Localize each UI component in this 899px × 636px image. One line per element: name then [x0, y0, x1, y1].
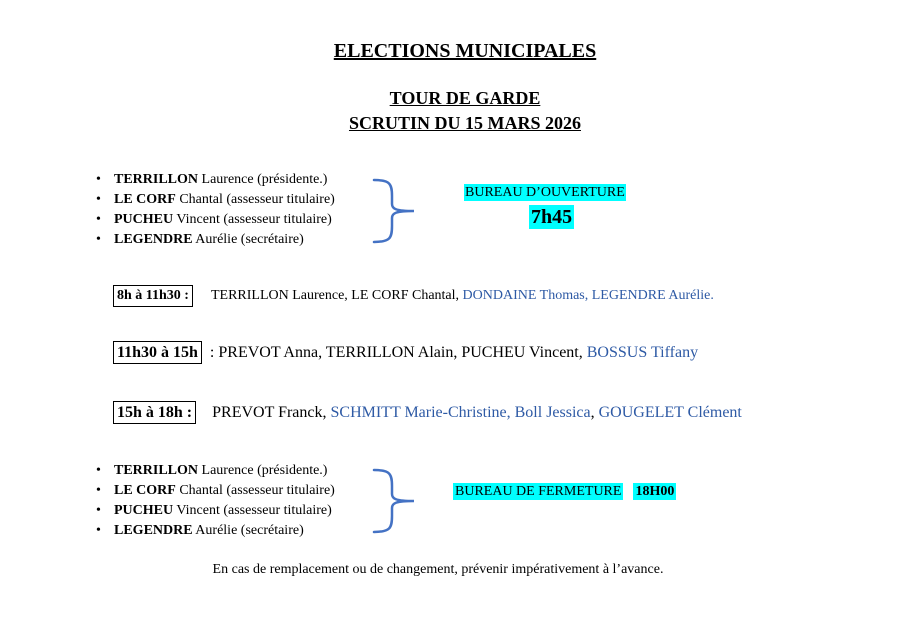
- opening-bureau-label: BUREAU D’OUVERTURE: [465, 185, 625, 200]
- shift-names-regular: PREVOT Franck,: [212, 404, 327, 421]
- shift-names-added: DONDAINE Thomas, LEGENDRE Aurélie.: [459, 288, 714, 303]
- list-item: [96, 501, 335, 521]
- shift-names-added: SCHMITT Marie-Christine, Boll Jessica: [326, 404, 591, 421]
- member-surname: LE CORF: [114, 192, 176, 207]
- member-surname: PUCHEU: [114, 212, 174, 227]
- bullet-icon: •: [96, 503, 101, 518]
- list-item: [96, 230, 335, 250]
- list-item: [96, 210, 335, 230]
- bullet-icon: •: [96, 463, 101, 478]
- bullet-icon: •: [96, 212, 101, 227]
- document-title: ELECTIONS MUNICIPALES: [333, 40, 597, 62]
- member-details: Laurence (présidente.): [198, 172, 328, 187]
- bullet-icon: •: [96, 232, 101, 247]
- member-details: Chantal (assesseur titulaire): [175, 192, 335, 207]
- member-details: Aurélie (secrétaire): [192, 232, 304, 247]
- shift-time-slot: 8h à 11h30 :: [113, 285, 193, 307]
- shift-names: [211, 288, 714, 303]
- closing-members-list: [96, 461, 335, 541]
- member-surname: LEGENDRE: [114, 232, 193, 247]
- opening-time: 7h45: [531, 206, 573, 228]
- member-surname: LEGENDRE: [114, 523, 193, 538]
- list-item: [96, 190, 335, 210]
- list-item: [96, 170, 335, 190]
- footer-note: En cas de remplacement ou de changement, prévenir impérativement à l’avance.: [212, 562, 664, 577]
- list-item: [96, 461, 335, 481]
- member-details: Laurence (présidente.): [198, 463, 328, 478]
- shift-names-added: GOUGELET Clément: [594, 404, 742, 421]
- shift-separator: :: [205, 344, 219, 361]
- shift-row: [113, 401, 742, 424]
- shift-time-slot: 15h à 18h :: [113, 401, 196, 424]
- member-details: Vincent (assesseur titulaire): [173, 503, 332, 518]
- member-surname: LE CORF: [114, 483, 176, 498]
- right-brace-icon: [370, 176, 418, 246]
- closing-time: 18H00: [635, 484, 675, 499]
- shift-names-separator: ,: [590, 404, 595, 421]
- shift-row: [113, 341, 698, 364]
- member-details: Chantal (assesseur titulaire): [175, 483, 335, 498]
- opening-members-list: [96, 170, 335, 250]
- member-surname: TERRILLON: [114, 463, 199, 478]
- shift-time-slot: 11h30 à 15h: [113, 341, 202, 364]
- shift-names-regular: PREVOT Anna, TERRILLON Alain, PUCHEU Vincent,: [218, 344, 583, 361]
- closing-bureau-label: BUREAU DE FERMETURE: [455, 484, 622, 499]
- right-brace-icon: [370, 466, 418, 536]
- bullet-icon: •: [96, 523, 101, 538]
- member-surname: TERRILLON: [114, 172, 199, 187]
- shift-names: [212, 404, 742, 421]
- closing-bureau: [453, 483, 676, 500]
- member-details: Vincent (assesseur titulaire): [173, 212, 332, 227]
- member-surname: PUCHEU: [114, 503, 174, 518]
- list-item: [96, 481, 335, 501]
- bullet-icon: •: [96, 172, 101, 187]
- document-subtitle-duty-roster: TOUR DE GARDE: [389, 88, 541, 108]
- shift-row: [113, 285, 714, 307]
- shift-names-added: BOSSUS Tiffany: [582, 344, 699, 361]
- bullet-icon: •: [96, 192, 101, 207]
- document-subtitle-ballot-date: SCRUTIN DU 15 MARS 2026: [348, 113, 581, 133]
- shift-names-regular: TERRILLON Laurence, LE CORF Chantal,: [210, 288, 460, 303]
- list-item: [96, 521, 335, 541]
- member-details: Aurélie (secrétaire): [192, 523, 304, 538]
- bullet-icon: •: [96, 483, 101, 498]
